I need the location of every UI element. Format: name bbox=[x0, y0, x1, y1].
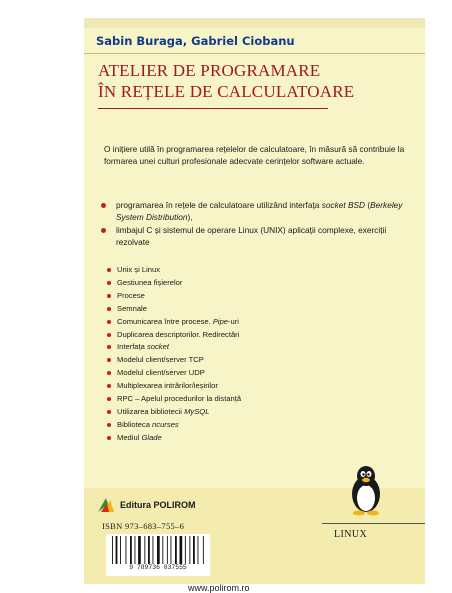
title-line-1: ATELIER DE PROGRAMARE bbox=[98, 61, 321, 80]
list-item: limbajul C și sistemul de operare Linux (UNIX) aplicații complexe, exerciții rezolvate bbox=[96, 225, 416, 248]
bullet-icon bbox=[107, 333, 111, 337]
barcode-bar bbox=[126, 536, 127, 564]
bullet-icon bbox=[107, 397, 111, 401]
barcode-bar bbox=[185, 536, 186, 564]
barcode-bar bbox=[120, 536, 121, 564]
feature-bullets bbox=[96, 200, 416, 250]
list-item: Duplicarea descriptorilor. Redirectări bbox=[106, 329, 386, 342]
list-item: Procese bbox=[106, 290, 386, 303]
barcode-bars bbox=[106, 534, 210, 566]
barcode-bar bbox=[193, 536, 195, 564]
bullet-icon bbox=[107, 268, 111, 272]
list-item: Modelul client/server TCP bbox=[106, 354, 386, 367]
list-item: Comunicarea între procese. Pipe-uri bbox=[106, 316, 386, 329]
barcode-bar bbox=[130, 536, 132, 564]
bullet-icon bbox=[107, 371, 111, 375]
bullet-icon bbox=[101, 203, 106, 208]
barcode-bar bbox=[112, 536, 113, 564]
publisher-name: Editura POLIROM bbox=[120, 500, 196, 510]
book-title bbox=[98, 60, 418, 102]
title-underline bbox=[98, 108, 328, 109]
barcode-bar bbox=[138, 536, 141, 564]
list-item: Semnale bbox=[106, 303, 386, 316]
barcode-bar bbox=[148, 536, 150, 564]
bullet-icon bbox=[107, 294, 111, 298]
series-label: LINUX bbox=[334, 529, 368, 540]
barcode-bar bbox=[180, 536, 183, 564]
list-item: programarea în rețele de calculatoare utilizând interfața socket BSD (Berkeley System Distribution), bbox=[96, 200, 416, 223]
barcode-bar bbox=[135, 536, 136, 564]
book-back-cover bbox=[84, 18, 425, 593]
bullet-icon bbox=[107, 281, 111, 285]
bullet-icon bbox=[107, 410, 111, 414]
barcode-bar bbox=[171, 536, 172, 564]
barcode-bar bbox=[167, 536, 168, 564]
bullet-icon bbox=[101, 228, 106, 233]
topics-list bbox=[106, 264, 386, 445]
list-item: Unix și Linux bbox=[106, 264, 386, 277]
list-item: Multiplexarea intrărilor/ieșirilor bbox=[106, 380, 386, 393]
bullet-icon bbox=[107, 436, 111, 440]
barcode-bar bbox=[144, 536, 145, 564]
barcode-bar bbox=[157, 536, 160, 564]
title-line-2: ÎN REȚELE DE CALCULATOARE bbox=[98, 82, 355, 101]
bullet-icon bbox=[107, 307, 111, 311]
list-item: Utilizarea bibliotecii MySQL bbox=[106, 406, 386, 419]
website: www.polirom.ro bbox=[188, 583, 250, 593]
barcode-bar bbox=[153, 536, 154, 564]
bullet-icon bbox=[107, 384, 111, 388]
intro-text: O inițiere utilă în programarea rețelelor de calculatoare, în măsură să contribuie la formarea unei culturi profesionale adecvate cerințelor software actuale. bbox=[104, 144, 405, 166]
barcode-bar bbox=[116, 536, 118, 564]
barcode-bar bbox=[203, 536, 204, 564]
barcode-bar bbox=[189, 536, 190, 564]
header-divider bbox=[84, 53, 425, 54]
isbn: ISBN 973–683–755–6 bbox=[102, 521, 185, 531]
list-item: Mediul Glade bbox=[106, 432, 386, 445]
barcode-number: 9 789736 837555 bbox=[106, 564, 210, 572]
list-item: Biblioteca ncurses bbox=[106, 419, 386, 432]
list-item: Modelul client/server UDP bbox=[106, 367, 386, 380]
barcode-bar bbox=[175, 536, 177, 564]
polirom-logo-icon bbox=[98, 498, 114, 512]
top-band bbox=[84, 18, 425, 28]
list-item: Interfața socket bbox=[106, 341, 386, 354]
series-divider bbox=[322, 523, 425, 524]
barcode-bar bbox=[198, 536, 199, 564]
bullet-icon bbox=[107, 358, 111, 362]
authors: Sabin Buraga, Gabriel Ciobanu bbox=[96, 34, 295, 48]
bullet-icon bbox=[107, 423, 111, 427]
barcode-bar bbox=[162, 536, 163, 564]
list-item: RPC – Apelul procedurilor la distanță bbox=[106, 393, 386, 406]
list-item: Gestiunea fișierelor bbox=[106, 277, 386, 290]
tux-penguin-icon bbox=[346, 464, 386, 516]
bullet-icon bbox=[107, 320, 111, 324]
bullet-icon bbox=[107, 345, 111, 349]
